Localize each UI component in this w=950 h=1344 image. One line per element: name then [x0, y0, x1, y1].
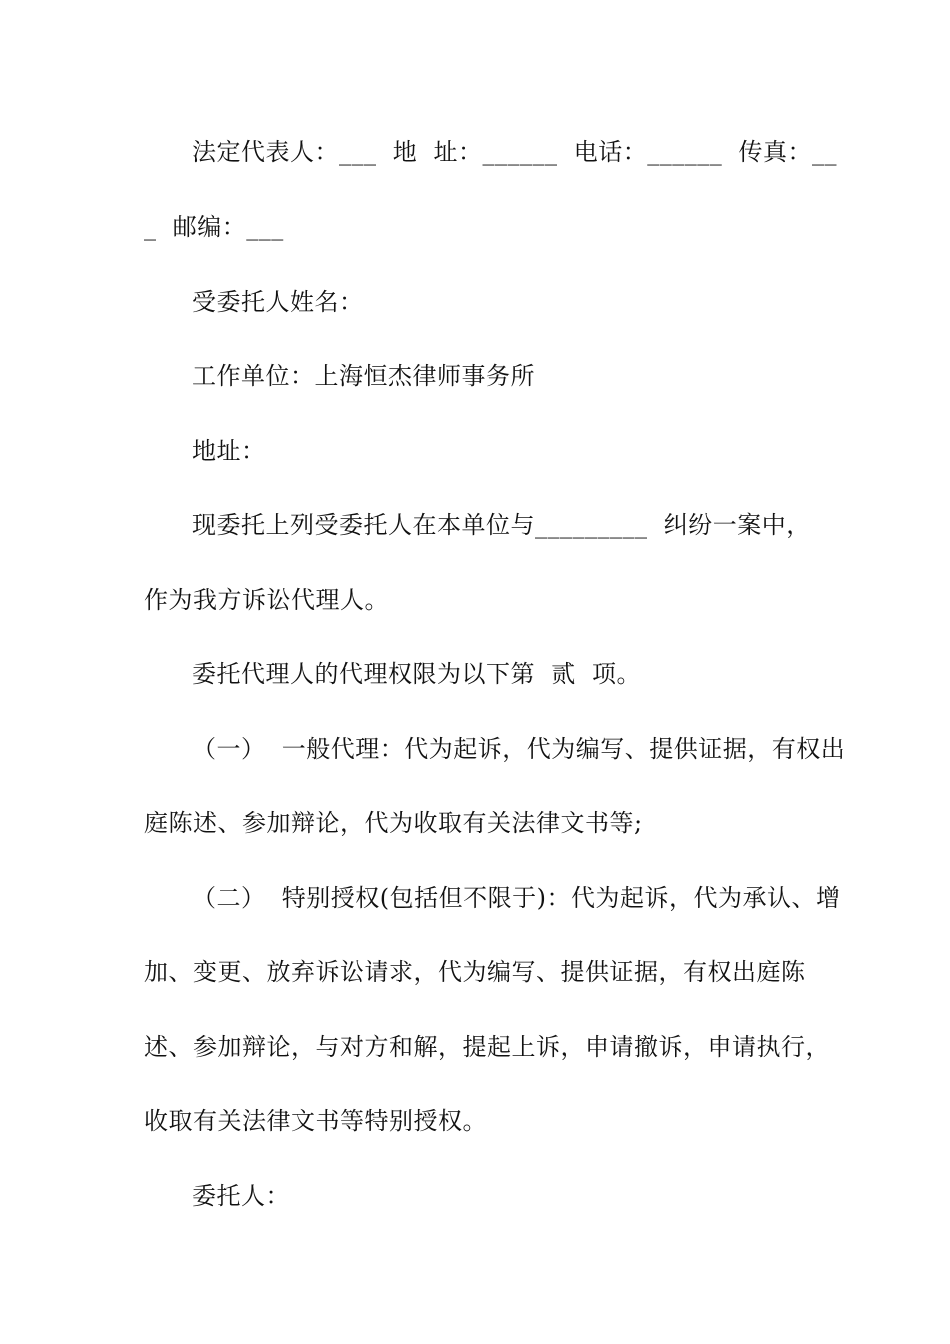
postcode-line: _ 邮编：___	[144, 213, 284, 241]
general-agency-line-1: （一） 一般代理：代为起诉，代为编写、提供证据，有权出	[192, 735, 846, 763]
special-authorization-line-4: 收取有关法律文书等特别授权。	[144, 1107, 487, 1135]
entrust-paragraph-line-2: 作为我方诉讼代理人。	[144, 586, 389, 614]
address-line: 地址：	[192, 437, 266, 465]
special-authorization-line-1: （二） 特别授权(包括但不限于)：代为起诉，代为承认、增	[192, 884, 841, 912]
legal-representative-line: 法定代表人：___ 地 址：______ 电话：______ 传真：__	[192, 138, 838, 166]
authority-scope-line: 委托代理人的代理权限为以下第 贰 项。	[192, 660, 642, 688]
work-unit-line: 工作单位：上海恒杰律师事务所	[192, 362, 535, 390]
entrust-paragraph-line-1: 现委托上列受委托人在本单位与_________ 纠纷一案中，	[192, 511, 811, 539]
agent-name-line: 受委托人姓名：	[192, 288, 364, 316]
principal-signature-line: 委托人：	[192, 1182, 290, 1210]
general-agency-line-2: 庭陈述、参加辩论，代为收取有关法律文书等;	[144, 809, 643, 837]
special-authorization-line-3: 述、参加辩论，与对方和解，提起上诉，申请撤诉，申请执行，	[144, 1033, 830, 1061]
special-authorization-line-2: 加、变更、放弃诉讼请求，代为编写、提供证据，有权出庭陈	[144, 958, 806, 986]
